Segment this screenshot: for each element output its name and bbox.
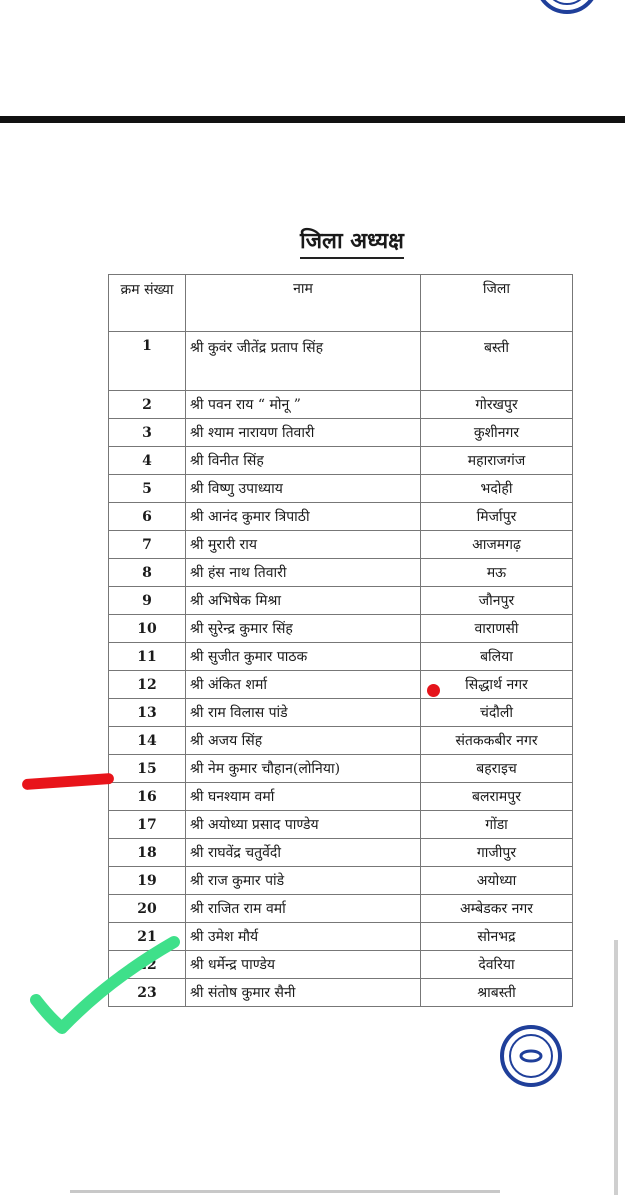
name-cell: श्री अंकित शर्मा — [186, 671, 421, 699]
name-cell: श्री नेम कुमार चौहान(लोनिया) — [186, 755, 421, 783]
name-cell: श्री सुजीत कुमार पाठक — [186, 643, 421, 671]
serial-cell: 6 — [109, 503, 186, 531]
table-row — [109, 391, 573, 419]
table-row — [109, 755, 573, 783]
scrollbar-edge — [614, 940, 618, 1195]
district-cell: मऊ — [421, 559, 573, 587]
serial-cell: 22 — [109, 951, 186, 979]
district-cell: गोंडा — [421, 811, 573, 839]
district-cell: बलरामपुर — [421, 783, 573, 811]
header-district: जिला — [421, 275, 573, 332]
name-cell: श्री अजय सिंह — [186, 727, 421, 755]
table-row — [109, 811, 573, 839]
serial-cell: 8 — [109, 559, 186, 587]
district-cell: अयोध्या — [421, 867, 573, 895]
serial-cell: 4 — [109, 447, 186, 475]
district-cell: श्राबस्ती — [421, 979, 573, 1007]
red-underline-annotation — [22, 773, 115, 790]
table-row — [109, 559, 573, 587]
table-row — [109, 475, 573, 503]
district-cell: देवरिया — [421, 951, 573, 979]
serial-cell: 7 — [109, 531, 186, 559]
serial-cell: 12 — [109, 671, 186, 699]
serial-cell: 9 — [109, 587, 186, 615]
district-cell: कुशीनगर — [421, 419, 573, 447]
serial-cell: 13 — [109, 699, 186, 727]
serial-cell: 21 — [109, 923, 186, 951]
district-cell: अम्बेडकर नगर — [421, 895, 573, 923]
table-row — [109, 587, 573, 615]
table-header-row — [109, 275, 573, 332]
serial-cell: 16 — [109, 783, 186, 811]
serial-cell: 17 — [109, 811, 186, 839]
serial-cell: 20 — [109, 895, 186, 923]
serial-cell: 3 — [109, 419, 186, 447]
serial-cell: 1 — [109, 332, 186, 391]
table-row — [109, 332, 573, 391]
district-cell: बस्ती — [421, 332, 573, 391]
name-cell: श्री उमेश मौर्य — [186, 923, 421, 951]
header-name: नाम — [186, 275, 421, 332]
seal-stamp-icon — [496, 1024, 566, 1088]
name-cell: श्री राज कुमार पांडे — [186, 867, 421, 895]
district-cell: चंदौली — [421, 699, 573, 727]
name-cell: श्री संतोष कुमार सैनी — [186, 979, 421, 1007]
district-cell: जौनपुर — [421, 587, 573, 615]
table-row — [109, 783, 573, 811]
serial-cell: 19 — [109, 867, 186, 895]
name-cell: श्री श्याम नारायण तिवारी — [186, 419, 421, 447]
district-cell: सोनभद्र — [421, 923, 573, 951]
name-cell: श्री धर्मेन्द्र पाण्डेय — [186, 951, 421, 979]
district-cell: गोरखपुर — [421, 391, 573, 419]
table-row — [109, 503, 573, 531]
name-cell: श्री विनीत सिंह — [186, 447, 421, 475]
name-cell: श्री राम विलास पांडे — [186, 699, 421, 727]
name-cell: श्री कुवंर जीतेंद्र प्रताप सिंह — [186, 332, 421, 391]
header-divider — [0, 116, 625, 123]
green-checkmark-icon — [28, 930, 188, 1040]
table-row — [109, 671, 573, 699]
seal-stamp-top-icon — [532, 0, 602, 22]
serial-cell: 5 — [109, 475, 186, 503]
name-cell: श्री घनश्याम वर्मा — [186, 783, 421, 811]
footer-divider — [70, 1190, 500, 1193]
table-row — [109, 699, 573, 727]
serial-cell: 15 — [109, 755, 186, 783]
name-cell: श्री सुरेन्द्र कुमार सिंह — [186, 615, 421, 643]
name-cell: श्री अभिषेक मिश्रा — [186, 587, 421, 615]
district-cell: महाराजगंज — [421, 447, 573, 475]
serial-cell: 11 — [109, 643, 186, 671]
district-cell: गाजीपुर — [421, 839, 573, 867]
table-row — [109, 839, 573, 867]
name-cell: श्री विष्णु उपाध्याय — [186, 475, 421, 503]
serial-cell: 18 — [109, 839, 186, 867]
name-cell: श्री मुरारी राय — [186, 531, 421, 559]
table-row — [109, 867, 573, 895]
table-row — [109, 615, 573, 643]
serial-cell: 14 — [109, 727, 186, 755]
name-cell: श्री पवन राय “ मोनू ” — [186, 391, 421, 419]
district-cell: वाराणसी — [421, 615, 573, 643]
name-cell: श्री अयोध्या प्रसाद पाण्डेय — [186, 811, 421, 839]
table-row — [109, 895, 573, 923]
serial-cell: 2 — [109, 391, 186, 419]
district-cell: सिद्धार्थ नगर — [421, 671, 573, 699]
name-cell: श्री राघवेंद्र चतुर्वेदी — [186, 839, 421, 867]
table-row — [109, 643, 573, 671]
district-cell: संतककबीर नगर — [421, 727, 573, 755]
district-cell: भदोही — [421, 475, 573, 503]
red-dot-annotation — [427, 684, 440, 697]
header-serial: क्रम संख्या — [109, 275, 186, 332]
district-cell: बलिया — [421, 643, 573, 671]
district-cell: बहराइच — [421, 755, 573, 783]
name-cell: श्री आनंद कुमार त्रिपाठी — [186, 503, 421, 531]
district-cell: मिर्जापुर — [421, 503, 573, 531]
table-row — [109, 447, 573, 475]
district-cell: आजमगढ़ — [421, 531, 573, 559]
name-cell: श्री हंस नाथ तिवारी — [186, 559, 421, 587]
serial-cell: 10 — [109, 615, 186, 643]
district-president-table — [108, 274, 573, 1007]
table-row — [109, 531, 573, 559]
page-title: जिला अध्यक्ष — [300, 226, 404, 259]
serial-cell: 23 — [109, 979, 186, 1007]
table-row — [109, 419, 573, 447]
name-cell: श्री राजित राम वर्मा — [186, 895, 421, 923]
table-row — [109, 727, 573, 755]
